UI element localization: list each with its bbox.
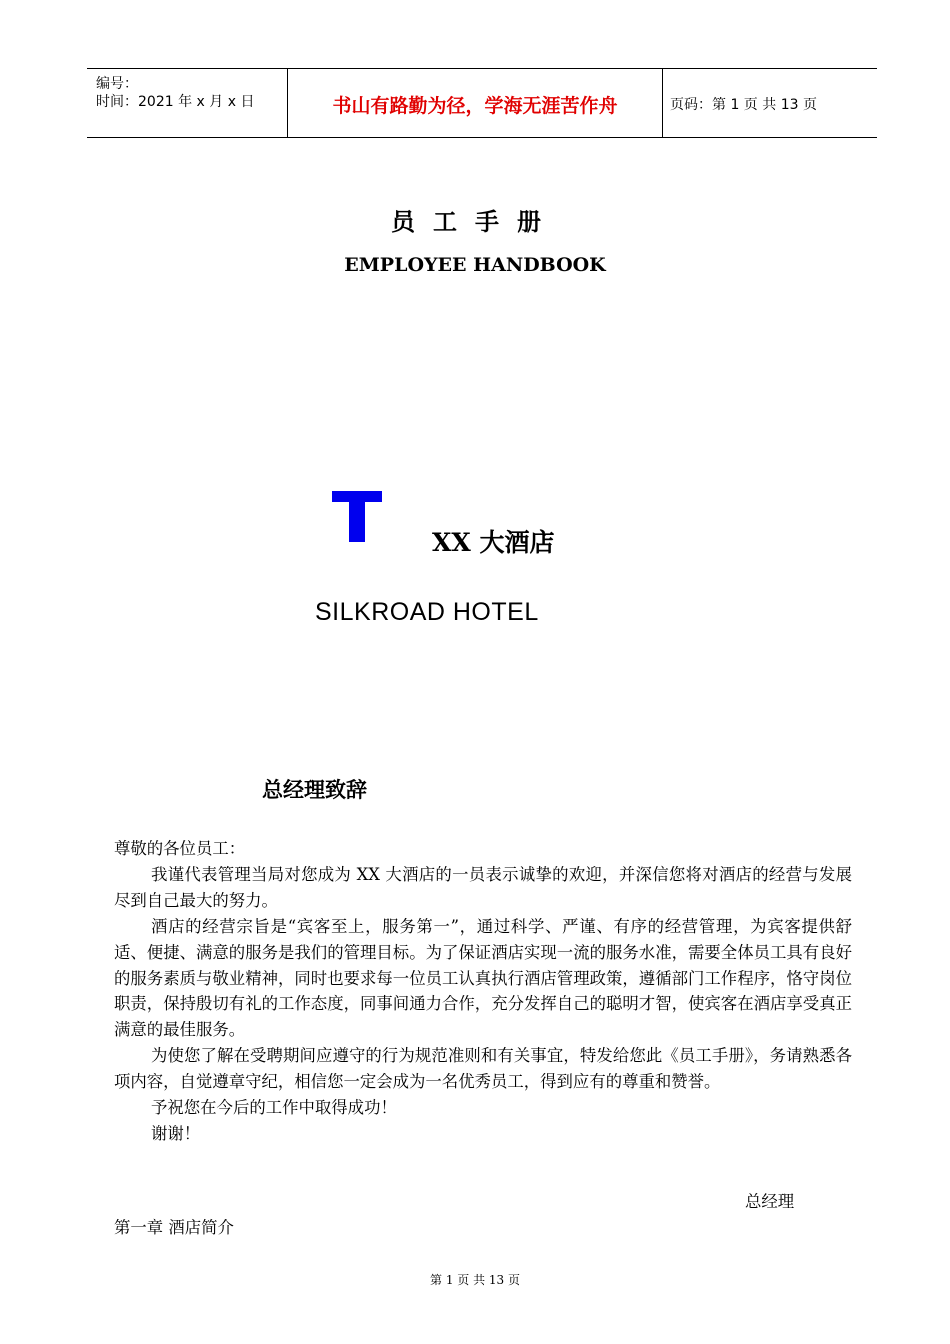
footer-page-number: 第 1 页 共 13 页 [430,1273,520,1287]
speech-paragraph: 我谨代表管理当局对您成为 XX 大酒店的一员表示诚挚的欢迎，并深信您将对酒店的经营与发展尽到自己最大的努力。 [114,864,852,910]
motto-text: 书山有路勤为径，学海无涯苦作舟 [332,95,618,117]
speech-paragraph: 谢谢！ [151,1123,201,1143]
gm-speech-title: 总经理致辞 [262,778,367,802]
hotel-name-cn: XX 大酒店 [432,528,555,557]
header-meta-cell [87,69,287,137]
gm-speech-body [114,836,852,1147]
speech-paragraph: 予祝您在今后的工作中取得成功！ [151,1098,397,1118]
hotel-logo-t-icon [330,489,384,543]
header-motto-cell [287,69,663,137]
speech-paragraph: 为使您了解在受聘期间应遵守的行为规范准则和有关事宜，特发给您此《员工手册》，务请熟悉各项内容，自觉遵章守纪，相信您一定会成为一名优秀员工，得到应有的尊重和赞誉。 [114,1046,852,1092]
hotel-name-en: SILKROAD HOTEL [315,598,539,626]
handbook-title-cn: 员工手册 [391,207,559,236]
chapter-heading: 第一章 酒店简介 [114,1218,234,1237]
speech-signature: 总经理 [745,1192,795,1211]
speech-paragraph: 酒店的经营宗旨是“宾客至上，服务第一”，通过科学、严谨、有序的经营管理，为宾客提供舒适、便捷、满意的服务是我们的管理目标。为了保证酒店实现一流的服务水准，需要全体员工具有良好的服务素质与敬业精神，同时也要求每一位员工认真执行酒店管理政策，遵循部门工作程序，恪守岗位职责，保持殷切有礼的工作态度，同事间通力合作，充分发挥自己的聪明才智，使宾客在酒店享受真正满意的最佳服务。 [114,916,852,1040]
serial-number-label: 编号： [96,76,138,92]
speech-salutation: 尊敬的各位员工： [114,839,246,858]
document-header [87,68,877,138]
header-page-cell [662,69,877,137]
header-page-info: 页码：第 1 页 共 13 页 [670,97,817,113]
handbook-title-en: EMPLOYEE HANDBOOK [344,254,606,276]
date-label: 时间：2021 年 x 月 x 日 [96,94,255,110]
